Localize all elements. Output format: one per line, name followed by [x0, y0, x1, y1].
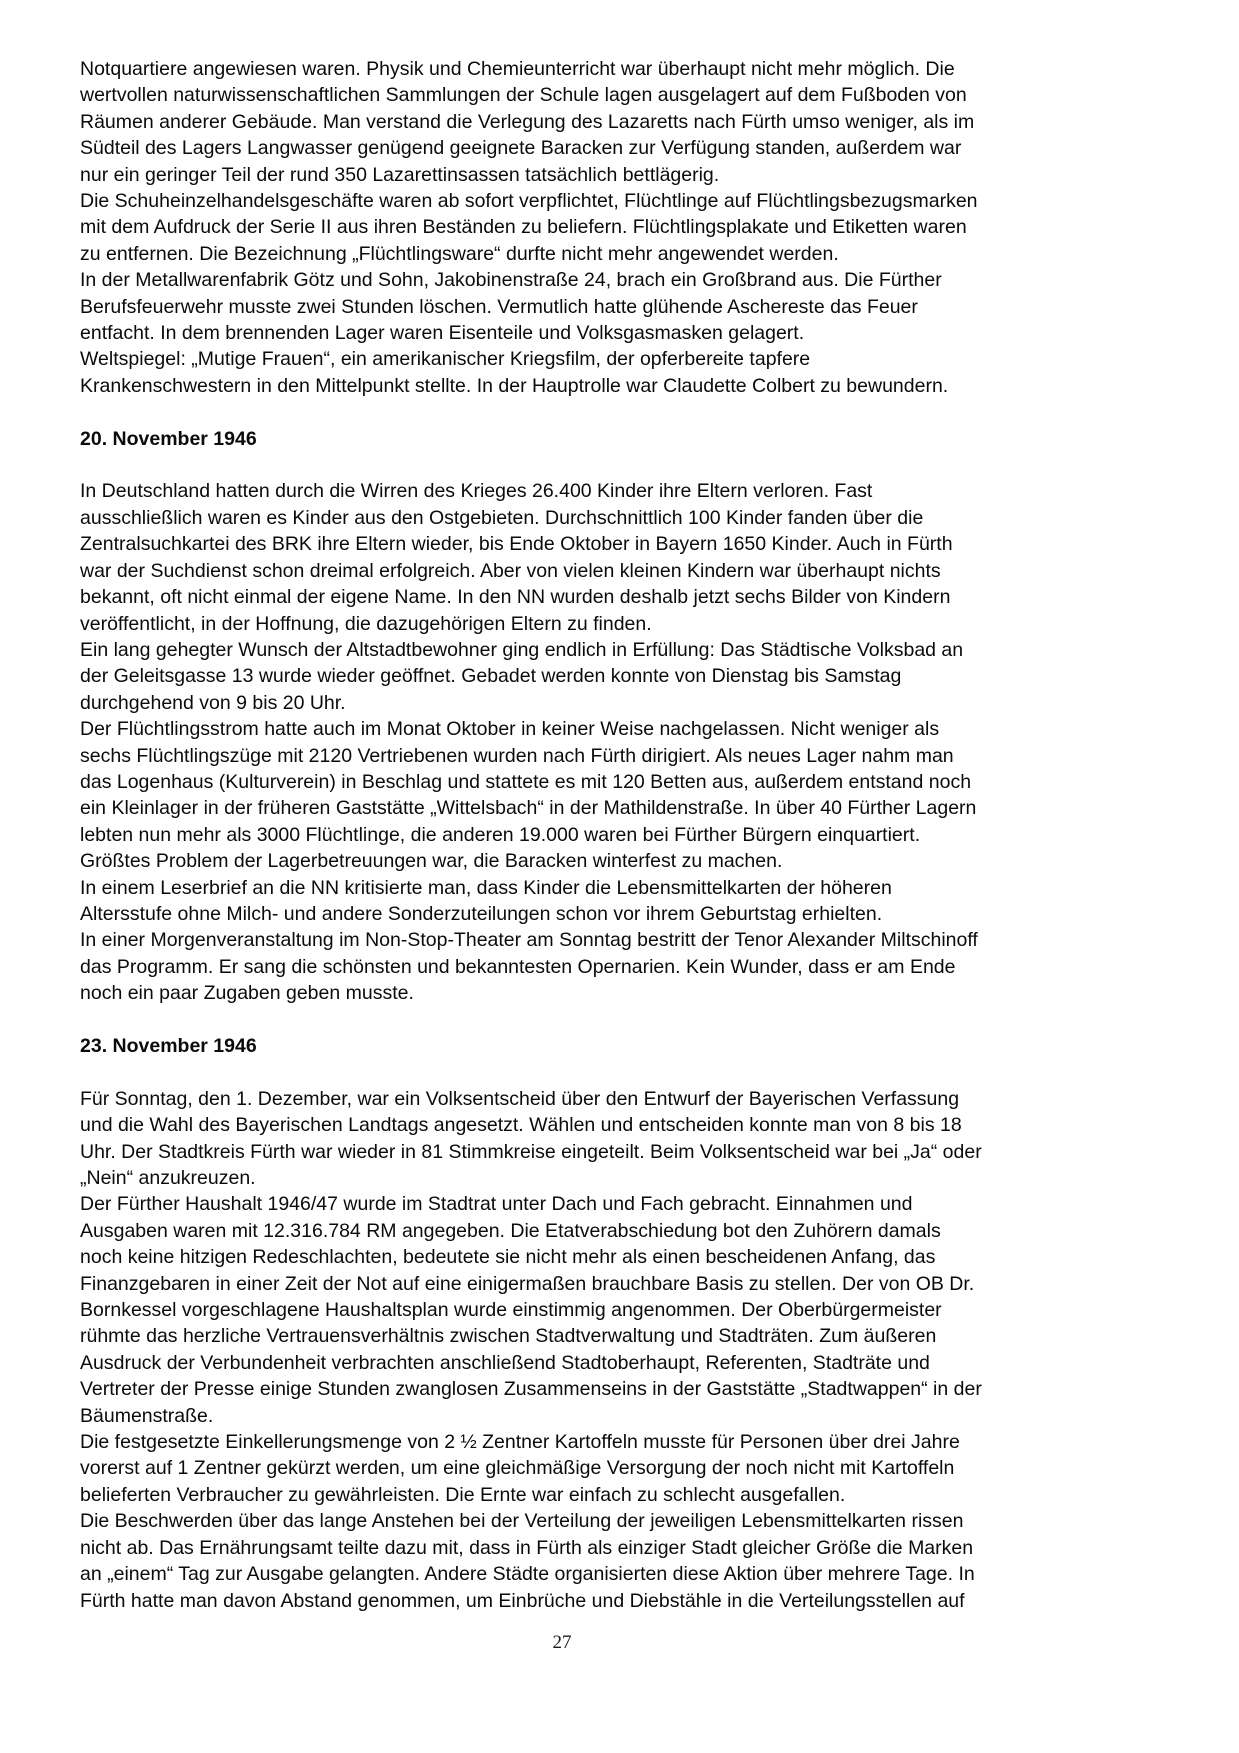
- text-line: In einem Leserbrief an die NN kritisierte man, dass Kinder die Lebensmittelkarten der höheren: [80, 876, 892, 899]
- text-line: ein Kleinlager in der früheren Gaststätte „Wittelsbach“ in der Mathildenstraße. In über 40 Fürther Lagern: [80, 797, 977, 820]
- paragraph: [80, 188, 1164, 267]
- text-line: Uhr. Der Stadtkreis Fürth war wieder in 81 Stimmkreise eingeteilt. Beim Volksentscheid war bei „Ja“ oder: [80, 1140, 982, 1163]
- text-line: In Deutschland hatten durch die Wirren des Krieges 26.400 Kinder ihre Eltern verloren. Fast: [80, 480, 873, 503]
- date-heading: [80, 426, 1164, 452]
- text-line: Ausdruck der Verbundenheit verbrachten anschließend Stadtoberhaupt, Referenten, Stadträte und: [80, 1351, 930, 1374]
- text-line: In einer Morgenveranstaltung im Non-Stop-Theater am Sonntag bestritt der Tenor Alexander Miltschinoff: [80, 929, 978, 952]
- paragraph: [80, 716, 1164, 874]
- text-line: entfacht. In dem brennenden Lager waren Eisenteile und Volksgasmasken gelagert.: [80, 322, 805, 345]
- text-line: wertvollen naturwissenschaftlichen Sammlungen der Schule lagen ausgelagert auf dem Fußboden von: [80, 84, 967, 107]
- text-line: 23. November 1946: [80, 1034, 257, 1057]
- text-line: Die Schuheinzelhandelsgeschäfte waren ab sofort verpflichtet, Flüchtlinge auf Flüchtlingsbezugsmarken: [80, 190, 978, 213]
- text-line: Bäumenstraße.: [80, 1404, 214, 1427]
- text-line: 20. November 1946: [80, 427, 257, 450]
- paragraph: [80, 1508, 1164, 1614]
- text-line: sechs Flüchtlingszüge mit 2120 Vertriebenen wurden nach Fürth dirigiert. Als neues Lager nahm man: [80, 744, 954, 767]
- text-line: noch keine hitzigen Redeschlachten, bedeutete sie nicht mehr als einen bescheidenen Anfang, das: [80, 1246, 936, 1269]
- paragraph: [80, 875, 1164, 928]
- text-line: zu entfernen. Die Bezeichnung „Flüchtlingsware“ durfte nicht mehr angewendet werden.: [80, 242, 839, 265]
- paragraph: [80, 1191, 1164, 1429]
- text-line: Die festgesetzte Einkellerungsmenge von 2 ½ Zentner Kartoffeln musste für Personen über drei Jahre: [80, 1431, 960, 1454]
- text-line: noch ein paar Zugaben geben musste.: [80, 982, 414, 1005]
- text-line: war der Suchdienst schon dreimal erfolgreich. Aber von vielen kleinen Kindern war überhaupt nichts: [80, 559, 941, 582]
- paragraph: [80, 1429, 1164, 1508]
- text-line: rühmte das herzliche Vertrauensverhältnis zwischen Stadtverwaltung und Stadträten. Zum äußeren: [80, 1325, 937, 1348]
- paragraph: [80, 637, 1164, 716]
- paragraph: [80, 56, 1164, 188]
- text-line: Altersstufe ohne Milch- und andere Sonderzuteilungen schon vor ihrem Geburtstag erhielten.: [80, 902, 883, 925]
- text-line: Weltspiegel: „Mutige Frauen“, ein amerikanischer Kriegsfilm, der opferbereite tapfere: [80, 348, 811, 371]
- text-line: Berufsfeuerwehr musste zwei Stunden löschen. Vermutlich hatte glühende Aschereste das Feuer: [80, 295, 918, 318]
- text-line: Fürth hatte man davon Abstand genommen, um Einbrüche und Diebstähle in die Verteilungsstellen auf: [80, 1589, 965, 1612]
- paragraph: [80, 1086, 1164, 1192]
- text-line: der Geleitsgasse 13 wurde wieder geöffnet. Gebadet werden konnte von Dienstag bis Samstag: [80, 665, 902, 688]
- text-line: ausschließlich waren es Kinder aus den Ostgebieten. Durchschnittlich 100 Kinder fanden über die: [80, 506, 924, 529]
- text-line: lebten nun mehr als 3000 Flüchtlinge, die anderen 19.000 waren bei Fürther Bürgern einquartiert.: [80, 823, 921, 846]
- paragraph: [80, 267, 1164, 346]
- text-line: Finanzgebaren in einer Zeit der Not auf eine einigermaßen brauchbare Basis zu stellen. Der von OB Dr.: [80, 1272, 975, 1295]
- text-line: Krankenschwestern in den Mittelpunkt stellte. In der Hauptrolle war Claudette Colbert zu bewundern.: [80, 374, 949, 397]
- text-line: belieferten Verbraucher zu gewährleisten. Die Ernte war einfach zu schlecht ausgefallen.: [80, 1483, 846, 1506]
- text-line: Bornkessel vorgeschlagene Haushaltsplan wurde einstimmig angenommen. Der Oberbürgermeister: [80, 1299, 942, 1322]
- text-line: Vertreter der Presse einige Stunden zwanglosen Zusammenseins in der Gaststätte „Stadtwappen“ in der: [80, 1378, 982, 1401]
- text-line: Ausgaben waren mit 12.316.784 RM angegeben. Die Etatverabschiedung bot den Zuhörern damals: [80, 1219, 941, 1242]
- text-line: Für Sonntag, den 1. Dezember, war ein Volksentscheid über den Entwurf der Bayerischen Verfassung: [80, 1087, 960, 1110]
- paragraph: [80, 478, 1164, 636]
- text-line: Räumen anderer Gebäude. Man verstand die Verlegung des Lazaretts nach Fürth umso weniger, als im: [80, 110, 975, 133]
- text-line: nur ein geringer Teil der rund 350 Lazarettinsassen tatsächlich bettlägerig.: [80, 163, 720, 186]
- text-line: das Logenhaus (Kulturverein) in Beschlag und stattete es mit 120 Betten aus, außerdem entstand noch: [80, 770, 972, 793]
- text-line: und die Wahl des Bayerischen Landtags angesetzt. Wählen und entscheiden konnte man von 8 bis 18: [80, 1114, 962, 1137]
- page-number: 27: [552, 1631, 572, 1653]
- text-line: das Programm. Er sang die schönsten und bekanntesten Opernarien. Kein Wunder, dass er am Ende: [80, 955, 956, 978]
- text-line: Der Flüchtlingsstrom hatte auch im Monat Oktober in keiner Weise nachgelassen. Nicht weniger als: [80, 718, 940, 741]
- text-line: Notquartiere angewiesen waren. Physik und Chemieunterricht war überhaupt nicht mehr möglich. Die: [80, 58, 955, 80]
- text-line: mit dem Aufdruck der Serie II aus ihren Beständen zu beliefern. Flüchtlingsplakate und Etiketten waren: [80, 216, 967, 239]
- text-line: durchgehend von 9 bis 20 Uhr.: [80, 691, 346, 714]
- paragraph: [80, 346, 1164, 399]
- text-line: Die Beschwerden über das lange Anstehen bei der Verteilung der jeweiligen Lebensmittelkarten rissen: [80, 1510, 964, 1533]
- text-line: Der Fürther Haushalt 1946/47 wurde im Stadtrat unter Dach und Fach gebracht. Einnahmen und: [80, 1193, 913, 1216]
- text-line: veröffentlicht, in der Hoffnung, die dazugehörigen Eltern zu finden.: [80, 612, 652, 635]
- text-line: an „einem“ Tag zur Ausgabe gelangten. Andere Städte organisierten diese Aktion über mehrere Tage. In: [80, 1563, 975, 1586]
- text-line: nicht ab. Das Ernährungsamt teilte dazu mit, dass in Fürth als einziger Stadt gleicher Größe die Marken: [80, 1536, 974, 1559]
- text-line: Größtes Problem der Lagerbetreuungen war, die Baracken winterfest zu machen.: [80, 850, 783, 873]
- document-blocks: [80, 56, 1164, 1614]
- text-line: Zentralsuchkartei des BRK ihre Eltern wieder, bis Ende Oktober in Bayern 1650 Kinder. Auch in Fürth: [80, 533, 953, 556]
- paragraph: [80, 927, 1164, 1006]
- date-heading: [80, 1033, 1164, 1059]
- text-line: Südteil des Lagers Langwasser genügend geeignete Baracken zur Verfügung standen, außerdem war: [80, 137, 962, 160]
- text-line: Ein lang gehegter Wunsch der Altstadtbewohner ging endlich in Erfüllung: Das Städtische Volksbad an: [80, 638, 964, 661]
- text-line: vorerst auf 1 Zentner gekürzt werden, um eine gleichmäßige Versorgung der noch nicht mit Kartoffeln: [80, 1457, 955, 1480]
- text-line: In der Metallwarenfabrik Götz und Sohn, Jakobinenstraße 24, brach ein Großbrand aus. Die Fürther: [80, 269, 942, 292]
- text-line: „Nein“ anzukreuzen.: [80, 1167, 256, 1189]
- text-line: bekannt, oft nicht einmal der eigene Name. In den NN wurden deshalb jetzt sechs Bilder von Kindern: [80, 586, 951, 609]
